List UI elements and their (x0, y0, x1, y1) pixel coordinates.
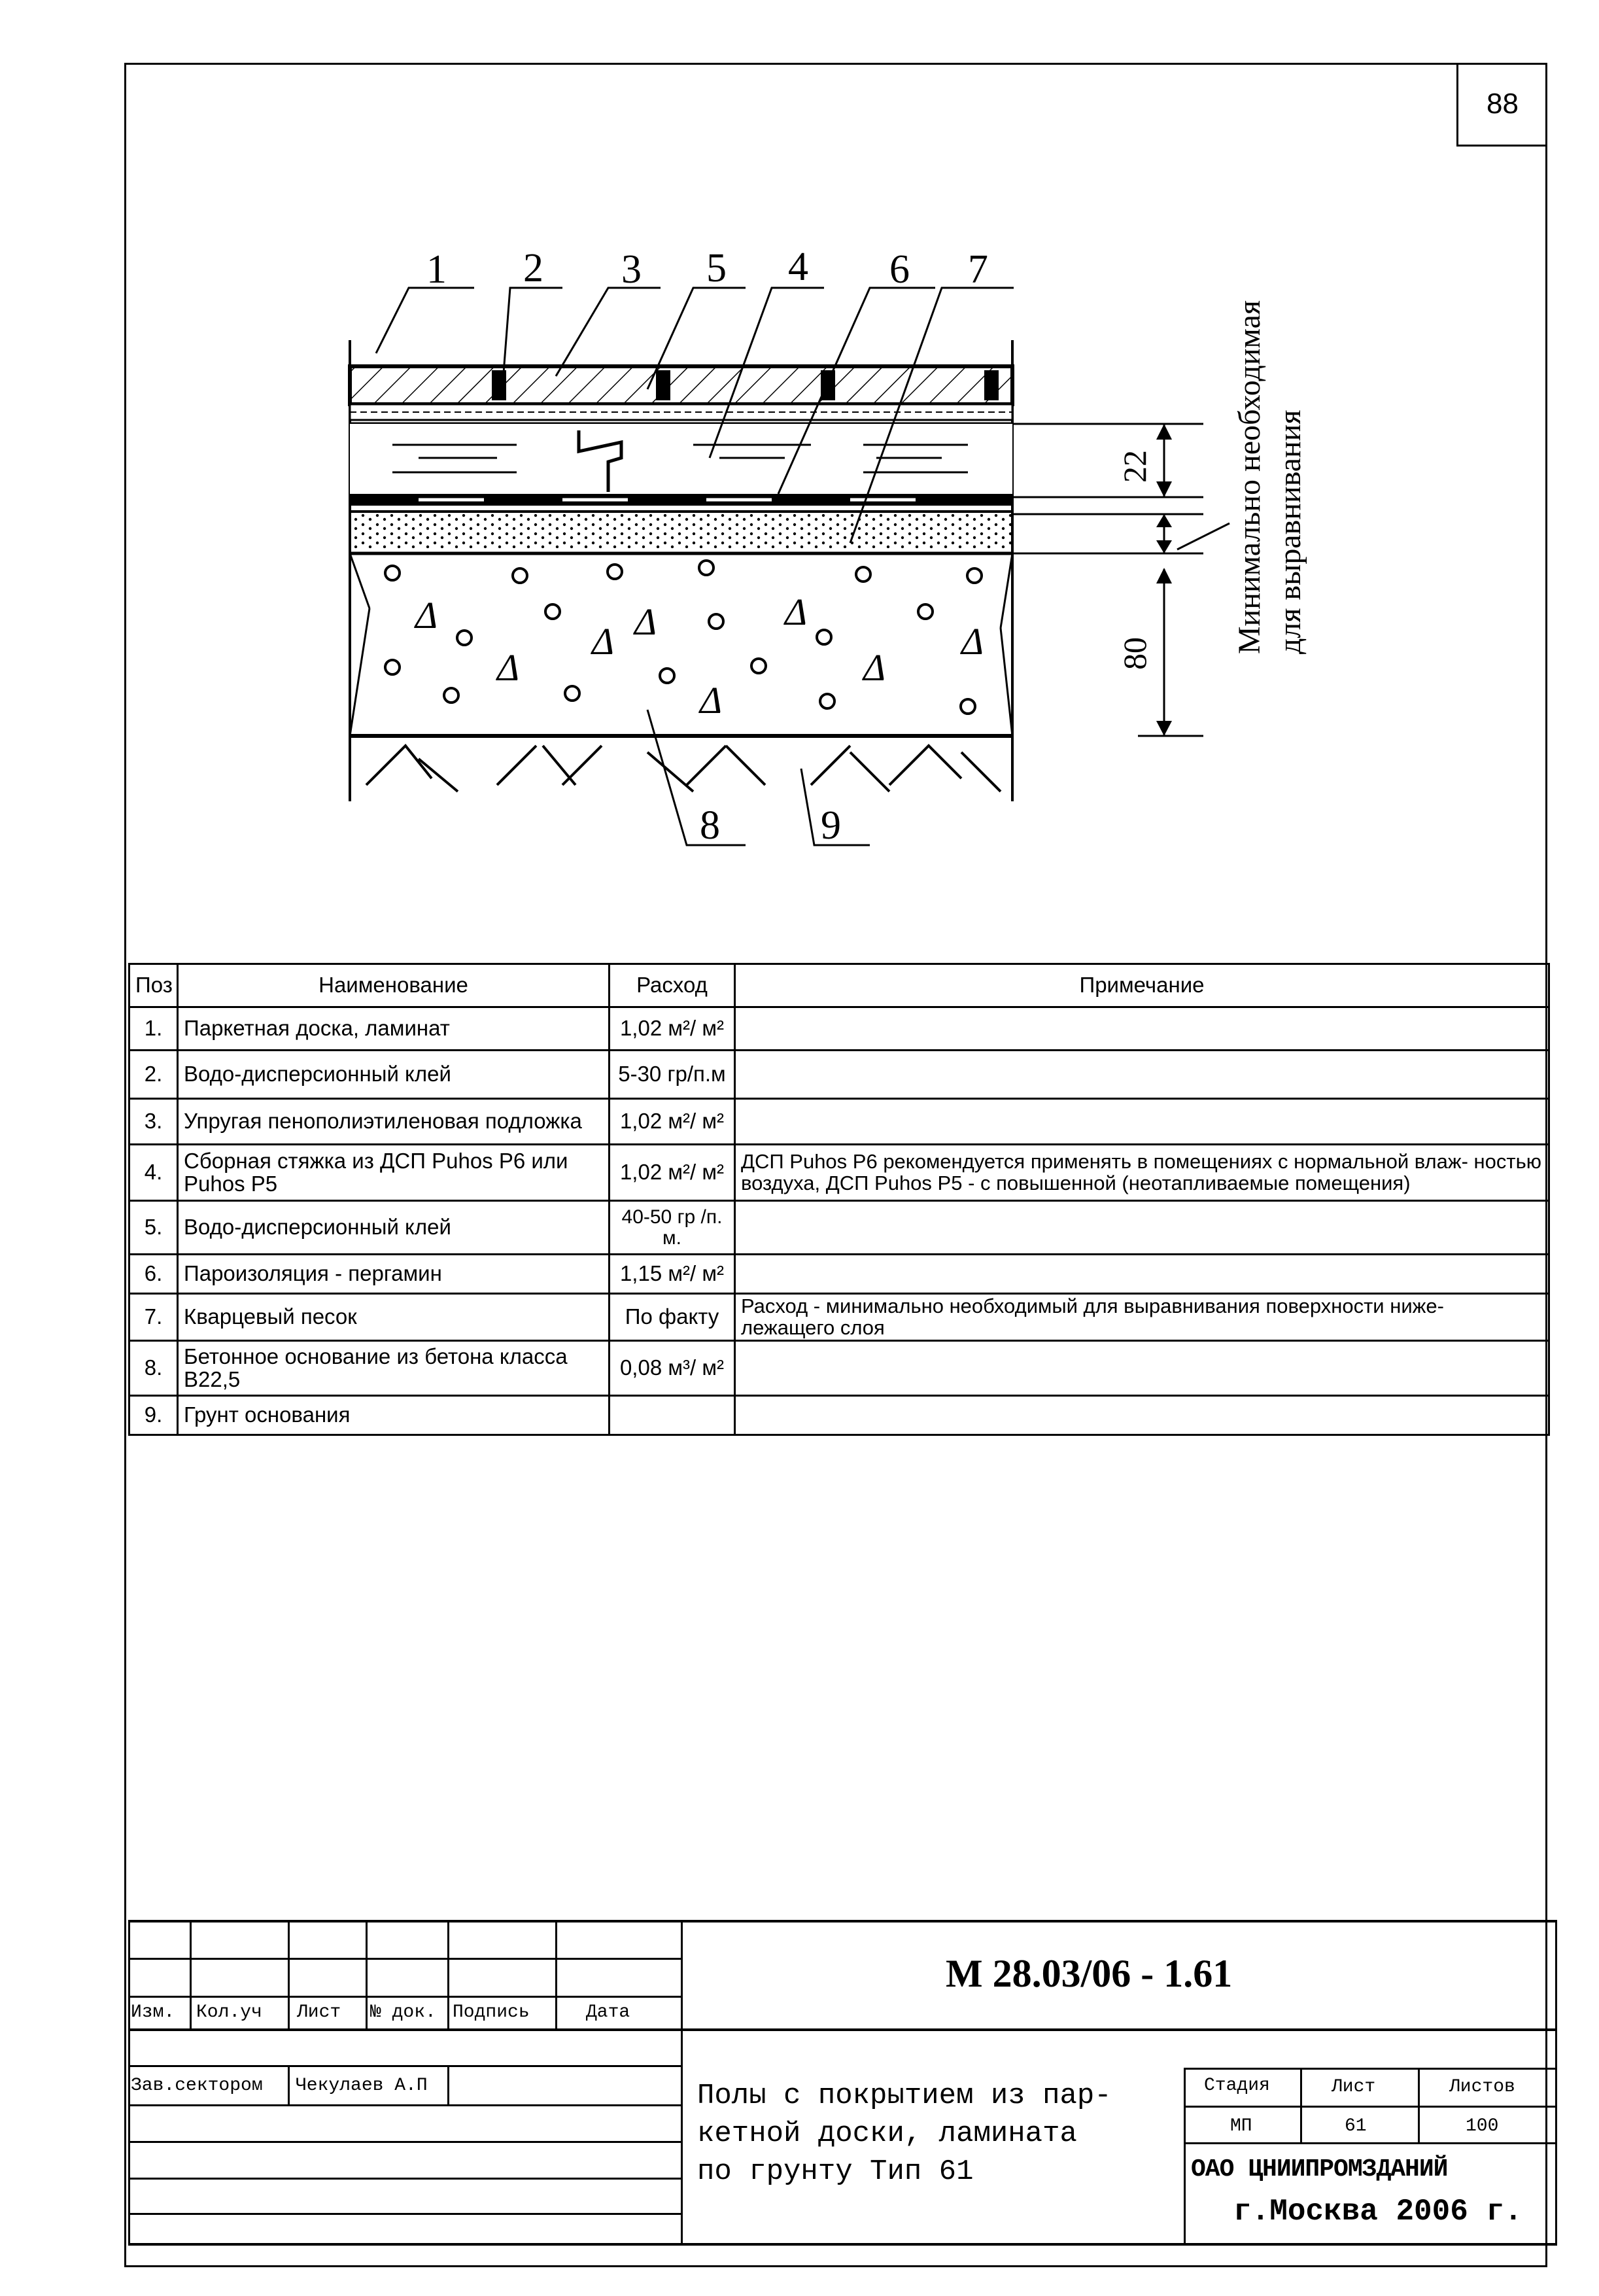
row-rate: 1,02 м²/ м² (610, 1099, 735, 1145)
row-rate: 0,08 м³/ м² (610, 1341, 735, 1396)
col-label-list: Лист (297, 2002, 341, 2023)
table-row (129, 1201, 1549, 1255)
row-name: Грунт основания (178, 1396, 610, 1435)
person-name: Чекулаев А.П (296, 2076, 428, 2096)
col-label-izm: Изм. (131, 2002, 175, 2023)
row-rate: 1,02 м²/ м² (610, 1007, 735, 1051)
callout-5: 5 (706, 246, 727, 290)
table-header-row (129, 964, 1549, 1007)
side-note (1229, 288, 1311, 654)
callout-4: 4 (788, 245, 808, 289)
row-note: Расход - минимально необходимый для выравнивания поверхности ниже- лежащего слоя (735, 1294, 1549, 1341)
callout-3: 3 (621, 247, 642, 292)
svg-text:Δ: Δ (700, 679, 723, 722)
row-rate: По факту (610, 1294, 735, 1341)
row-rate: 1,15 м²/ м² (610, 1255, 735, 1294)
row-pos: 5. (129, 1201, 178, 1255)
row-pos: 4. (129, 1145, 178, 1201)
drawing-title-line-3: по грунту Тип 61 (697, 2155, 974, 2188)
drawing-title-line-2: кетной доски, ламината (697, 2117, 1077, 2150)
row-note (735, 1201, 1549, 1255)
row-note (735, 1255, 1549, 1294)
row-pos: 3. (129, 1099, 178, 1145)
concrete-aggregate (385, 561, 982, 714)
row-rate: 40-50 гр /п. м. (610, 1201, 735, 1255)
callout-9: 9 (821, 803, 841, 848)
sheets-value: 100 (1466, 2116, 1499, 2136)
col-label-signature: Подпись (453, 2002, 530, 2023)
header-name: Наименование (178, 964, 610, 1007)
stage-label: Стадия (1204, 2076, 1270, 2096)
row-note: ДСП Puhos P6 рекомендуется применять в помещениях с нормальной влаж- ностью воздуха, ДСП Puhos P5 - с повышенной (неотапливаемые помещения) (735, 1145, 1549, 1201)
table-row (129, 1051, 1549, 1099)
parquet-layer (350, 366, 1012, 404)
col-label-kol: Кол.уч (196, 2002, 262, 2023)
sheet-value: 61 (1345, 2116, 1367, 2136)
header-note: Примечание (735, 964, 1549, 1007)
row-name: Водо-дисперсионный клей (178, 1201, 610, 1255)
row-name: Сборная стяжка из ДСП Puhos P6 или Puhos P5 (178, 1145, 610, 1201)
table-row (129, 1099, 1549, 1145)
row-pos: 8. (129, 1341, 178, 1396)
row-pos: 7. (129, 1294, 178, 1341)
page-number: 88 (1456, 63, 1547, 147)
header-pos: Поз (129, 964, 178, 1007)
organization: ОАО ЦНИИПРОМЗДАНИЙ (1191, 2155, 1448, 2183)
dimension-22: 22 (1116, 450, 1153, 483)
header-rate: Расход (610, 964, 735, 1007)
document-code: М 28.03/06 - 1.61 (946, 1952, 1233, 1995)
row-name: Упругая пенополиэтиленовая подложка (178, 1099, 610, 1145)
dimension-80: 80 (1116, 637, 1153, 670)
col-label-doc: № док. (370, 2002, 436, 2023)
row-rate: 1,02 м²/ м² (610, 1145, 735, 1201)
callout-8: 8 (700, 803, 720, 848)
table-row (129, 1396, 1549, 1435)
svg-text:Δ: Δ (785, 591, 808, 633)
side-note-line-2: для выравнивания (1273, 409, 1307, 654)
floor-section-drawing (0, 0, 1599, 929)
callout-2: 2 (523, 246, 543, 290)
row-rate (610, 1396, 735, 1435)
svg-text:Δ: Δ (592, 620, 615, 663)
svg-text:Δ: Δ (634, 600, 657, 643)
soil-hatch (366, 746, 1001, 791)
row-note (735, 1007, 1549, 1051)
row-pos: 2. (129, 1051, 178, 1099)
table-row (129, 1294, 1549, 1341)
row-pos: 1. (129, 1007, 178, 1051)
row-name: Паркетная доска, ламинат (178, 1007, 610, 1051)
table-row (129, 1145, 1549, 1201)
table-row (129, 1007, 1549, 1051)
city-year: г.Москва 2006 г. (1233, 2195, 1522, 2229)
svg-text:Δ: Δ (415, 594, 438, 636)
callout-6: 6 (889, 247, 910, 292)
callout-1: 1 (426, 247, 447, 292)
side-note-line-1: Минимально необходимая (1232, 300, 1267, 654)
stage-value: МП (1230, 2116, 1252, 2136)
table-row (129, 1341, 1549, 1396)
sheet-label: Лист (1332, 2077, 1376, 2097)
row-note (735, 1051, 1549, 1099)
role-label: Зав.сектором (131, 2076, 263, 2096)
screed-layer (350, 424, 1012, 496)
row-note (735, 1099, 1549, 1145)
row-pos: 9. (129, 1396, 178, 1435)
row-name: Бетонное основание из бетона класса B22,5 (178, 1341, 610, 1396)
row-name: Пароизоляция - пергамин (178, 1255, 610, 1294)
title-block (128, 1920, 1557, 2246)
row-name: Водо-дисперсионный клей (178, 1051, 610, 1099)
svg-text:Δ: Δ (497, 646, 520, 689)
sand-layer (350, 514, 1012, 548)
drawing-title-line-1: Полы с покрытием из пар- (697, 2079, 1112, 2112)
table-row (129, 1255, 1549, 1294)
row-rate: 5-30 гр/п.м (610, 1051, 735, 1099)
drawing-title (697, 2077, 1112, 2191)
svg-text:Δ: Δ (961, 620, 984, 663)
row-name: Кварцевый песок (178, 1294, 610, 1341)
materials-table (128, 963, 1550, 1436)
row-pos: 6. (129, 1255, 178, 1294)
sheets-label: Листов (1449, 2077, 1515, 2097)
row-note (735, 1396, 1549, 1435)
svg-text:Δ: Δ (863, 646, 886, 689)
col-label-date: Дата (586, 2002, 630, 2023)
row-note (735, 1341, 1549, 1396)
callout-7: 7 (968, 247, 988, 292)
